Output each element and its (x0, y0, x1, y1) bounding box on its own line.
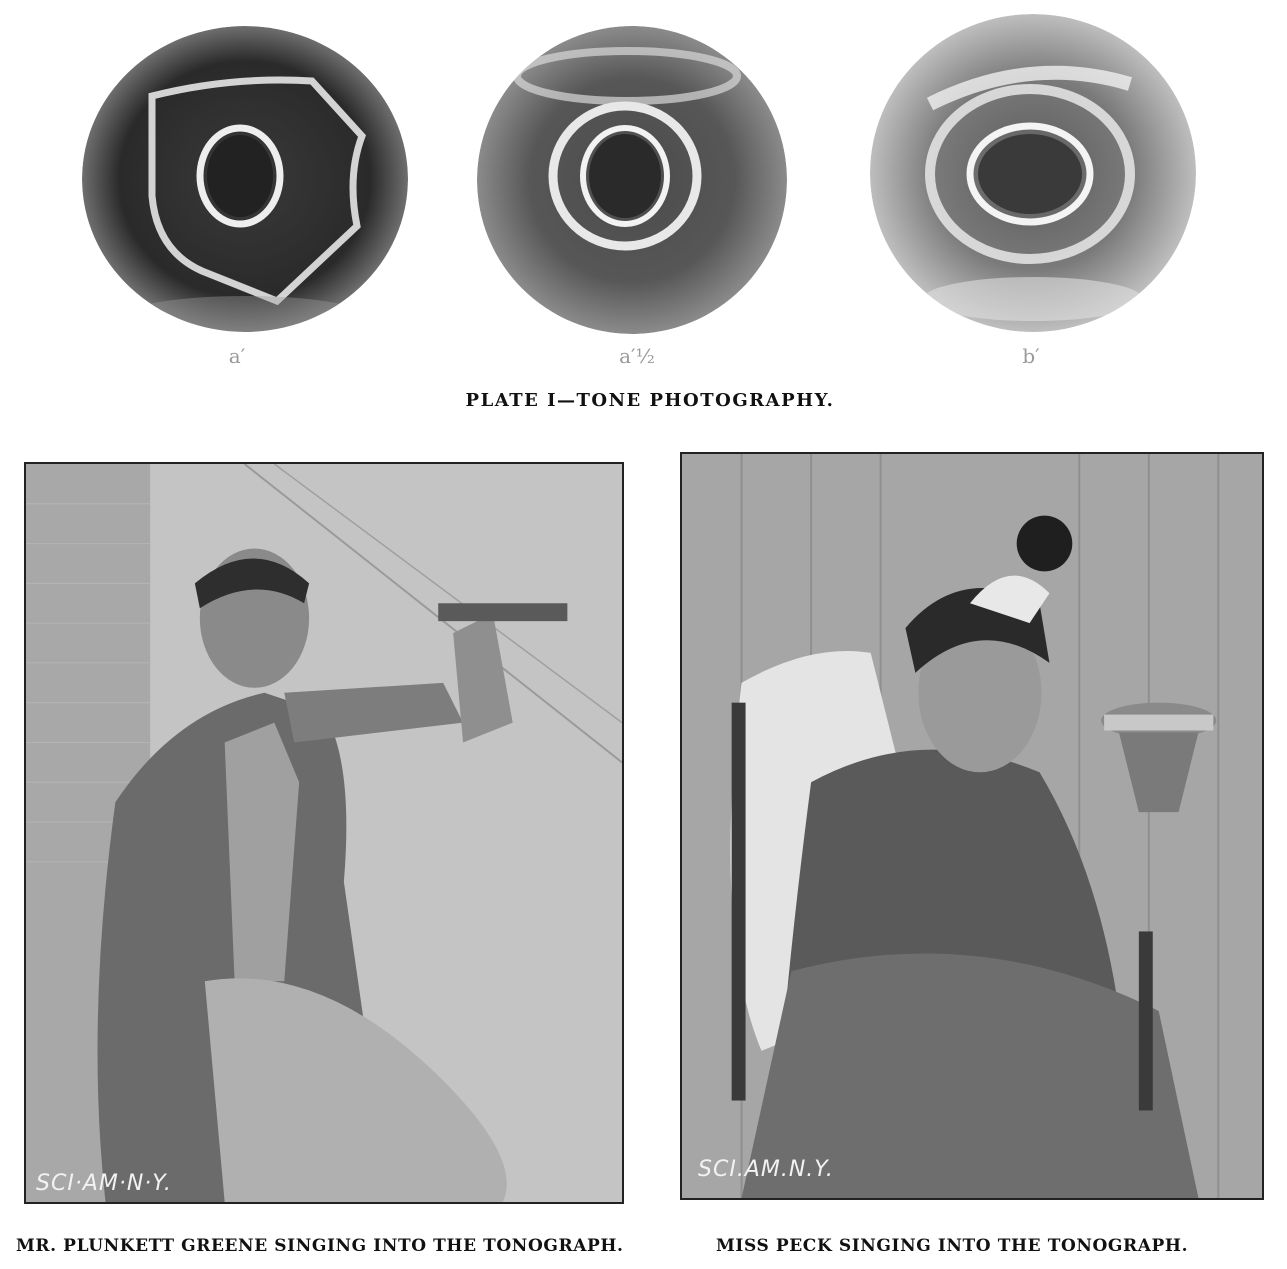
photo-miss-peck (680, 452, 1264, 1200)
plate-label-a-half: a′½ (619, 344, 655, 368)
photo-plunkett-greene-image (26, 464, 622, 1202)
plate-label-a: a′ (228, 344, 246, 368)
photo-miss-peck-image (682, 454, 1262, 1198)
tone-plate-b (870, 14, 1196, 332)
photo-miss-peck-watermark: SCI.AM.N.Y. (698, 1157, 834, 1182)
photo-plunkett-greene-watermark: SCI·AM·N·Y. (36, 1171, 172, 1196)
plate-label-b: b′ (1022, 344, 1040, 368)
tone-plate-a-half (477, 26, 787, 334)
tone-plate-b-figure (870, 14, 1196, 332)
tone-plate-a-half-figure (477, 26, 787, 334)
plate-title: PLATE I—TONE PHOTOGRAPHY. (465, 390, 835, 411)
photo-plunkett-greene (24, 462, 624, 1204)
tone-plate-a (82, 26, 408, 332)
caption-miss-peck: MISS PECK SINGING INTO THE TONOGRAPH. (716, 1236, 1189, 1256)
caption-plunkett-greene: MR. PLUNKETT GREENE SINGING INTO THE TONOGRAPH. (16, 1236, 624, 1256)
tone-plate-a-figure (82, 26, 408, 332)
